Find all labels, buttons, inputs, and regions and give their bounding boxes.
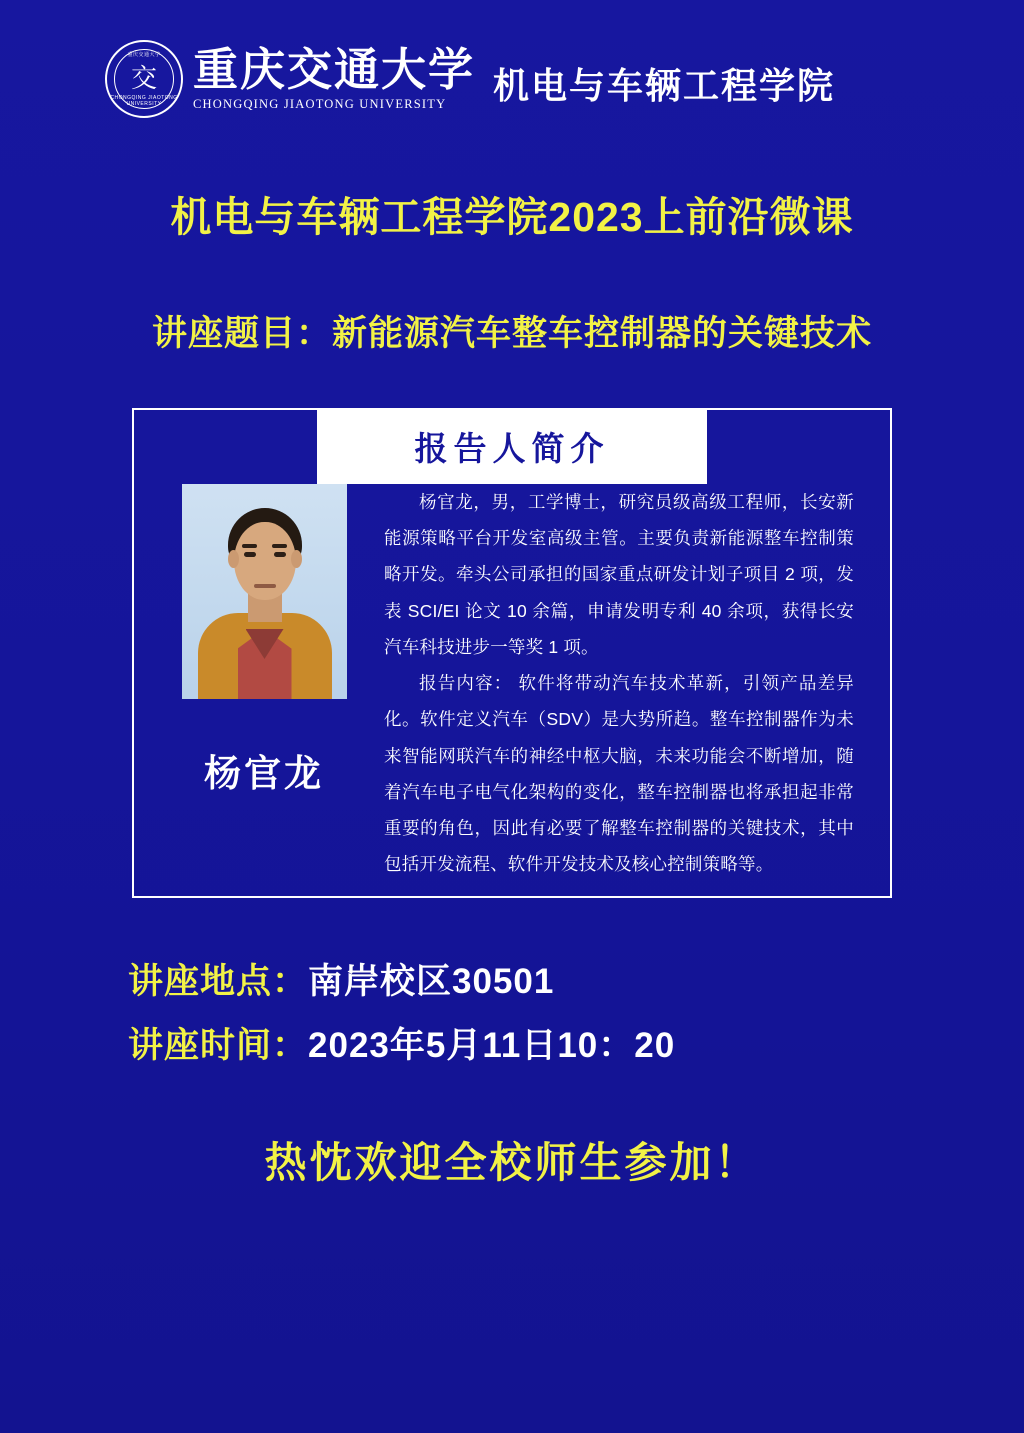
university-logo bbox=[105, 40, 493, 118]
speaker-bio bbox=[362, 484, 860, 882]
seal-top-text: 重庆交通大学 bbox=[127, 52, 161, 58]
page-title: 机电与车辆工程学院2023上前沿微课 bbox=[170, 194, 854, 240]
lecture-location-row bbox=[128, 954, 1024, 1004]
lecture-time-value: 2023年5月11日10：20 bbox=[308, 1026, 676, 1065]
university-seal-icon bbox=[105, 40, 183, 118]
speaker-bio-paragraph: 杨官龙，男，工学博士，研究员级高级工程师，长安新能源策略平台开发室高级主管。主要负责新能源整车控制策略开发。牵头公司承担的国家重点研发计划子项目 2 项，发表 SCI/EI 论文 10 余篇，申请发明专利 40 余项，获得长安汽车科技进步一等奖 1 项。 bbox=[384, 492, 854, 657]
lecture-time-label: 讲座时间： bbox=[128, 1026, 309, 1065]
lecture-subject-label: 讲座题目： bbox=[151, 314, 332, 353]
college-name: 机电与车辆工程学院 bbox=[493, 64, 836, 106]
speaker-badge bbox=[317, 408, 707, 484]
speaker-badge-label: 报告人简介 bbox=[414, 429, 610, 467]
university-name-en: CHONGQING JIAOTONG UNIVERSITY bbox=[193, 96, 447, 111]
lecture-location-value: 南岸校区30501 bbox=[308, 962, 555, 1001]
university-name-cn: 重庆交通大学 bbox=[193, 43, 476, 97]
lecture-subject-value: 新能源汽车整车控制器的关键技术 bbox=[332, 314, 873, 353]
speaker-portrait-image bbox=[182, 484, 347, 699]
lecture-info bbox=[128, 954, 1024, 1068]
welcome-text: 热忱欢迎全校师生参加！ bbox=[264, 1139, 760, 1186]
lecture-subject bbox=[0, 306, 1024, 356]
poster-header bbox=[0, 0, 1024, 118]
lecture-time-row bbox=[128, 1018, 1024, 1068]
speaker-bio-paragraph: 报告内容： 软件将带动汽车技术革新，引领产品差异化。软件定义汽车（SDV）是大势所趋。整车控制器作为未来智能网联汽车的神经中枢大脑，未来功能会不断增加，随着汽车电子电气化架构的变化，整车控制器也将承担起非常重要的角色，因此有必要了解整车控制器的关键技术，其中包括开发流程、软件开发技术及核心控制策略等。 bbox=[384, 673, 854, 875]
speaker-photo-column bbox=[166, 484, 362, 882]
speaker-section bbox=[132, 408, 892, 898]
university-name-block bbox=[193, 43, 476, 111]
poster-footer bbox=[0, 1130, 1024, 1190]
seal-bottom-text: CHONGQING JIAOTONG UNIVERSITY bbox=[110, 95, 178, 107]
speaker-name: 杨官龙 bbox=[204, 753, 324, 794]
lecture-location-label: 讲座地点： bbox=[128, 962, 309, 1001]
seal-center-mark: 交 bbox=[130, 64, 158, 94]
